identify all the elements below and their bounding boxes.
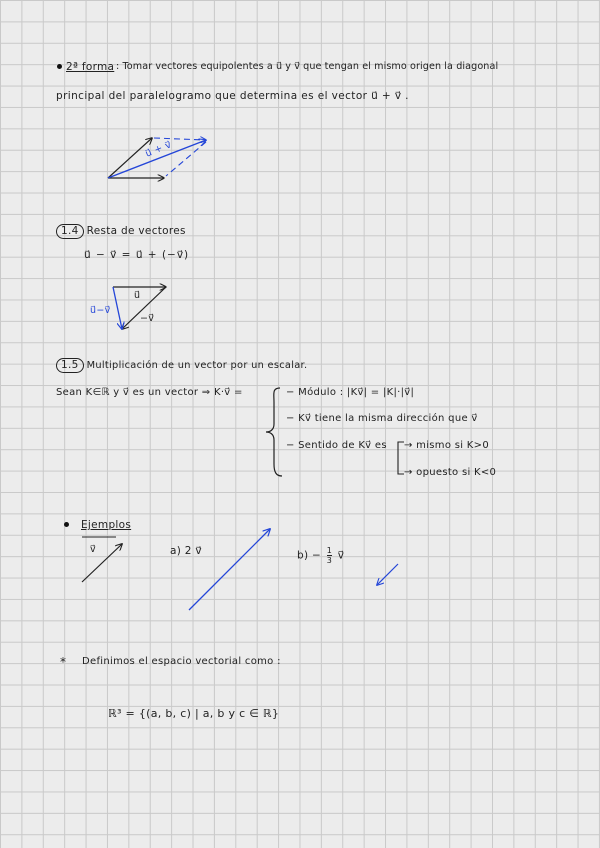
item-modulo: − Módulo : |Kv⃗| = |K|·|v⃗| — [286, 387, 415, 398]
section-15-number: 1.5 — [56, 358, 84, 373]
section-14-number: 1.4 — [56, 224, 84, 239]
form2-label: 2ª forma — [66, 61, 115, 73]
label-neg-v: −v⃗ — [140, 313, 155, 324]
diagonal-label: u⃗ + v⃗ — [143, 139, 174, 160]
example-b-num: 1 — [326, 546, 333, 555]
example-vector-v — [82, 544, 122, 582]
label-u: u⃗ — [134, 290, 141, 301]
section-14-title: Resta de vectores — [86, 225, 186, 237]
example-vector-2v — [189, 529, 270, 610]
section-15-title: Multiplicación de un vector por un escalar. — [86, 360, 308, 371]
example-b-vec: v⃗ — [337, 549, 345, 562]
case-negative: → opuesto si K<0 — [404, 467, 497, 478]
item-sentido: − Sentido de Kv⃗ es — [286, 440, 387, 451]
examples-title: Ejemplos — [81, 519, 132, 531]
example-vector-neg-third-v — [377, 564, 398, 585]
item-direccion: − Kv⃗ tiene la misma dirección que v⃗ — [286, 413, 478, 424]
example-a-label: a) 2 v⃗ — [170, 545, 202, 557]
case-positive: → mismo si K>0 — [404, 440, 489, 451]
example-v-label: v⃗ — [90, 544, 96, 555]
definition-formula: ℝ³ = {(a, b, c) | a, b y c ∈ ℝ} — [108, 707, 280, 720]
form2-line2: principal del paralelogramo que determina es el vector u⃗ + v⃗ . — [56, 90, 409, 102]
label-u-minus-v: u⃗−v⃗ — [90, 305, 111, 316]
subtraction-formula: u⃗ − v⃗ = u⃗ + (−v⃗) — [84, 249, 190, 261]
form2-line1: : Tomar vectores equipolentes a u⃗ y v⃗ que tengan el mismo origen la diagonal — [116, 61, 499, 72]
example-b-den: 3 — [326, 556, 333, 565]
scalar-intro: Sean K∈ℝ y v⃗ es un vector ⇒ K·v⃗ = — [56, 387, 243, 398]
example-b-prefix: b) − — [297, 549, 322, 562]
definition-asterisk: * — [60, 655, 67, 669]
definition-intro: Definimos el espacio vectorial como : — [82, 656, 281, 667]
